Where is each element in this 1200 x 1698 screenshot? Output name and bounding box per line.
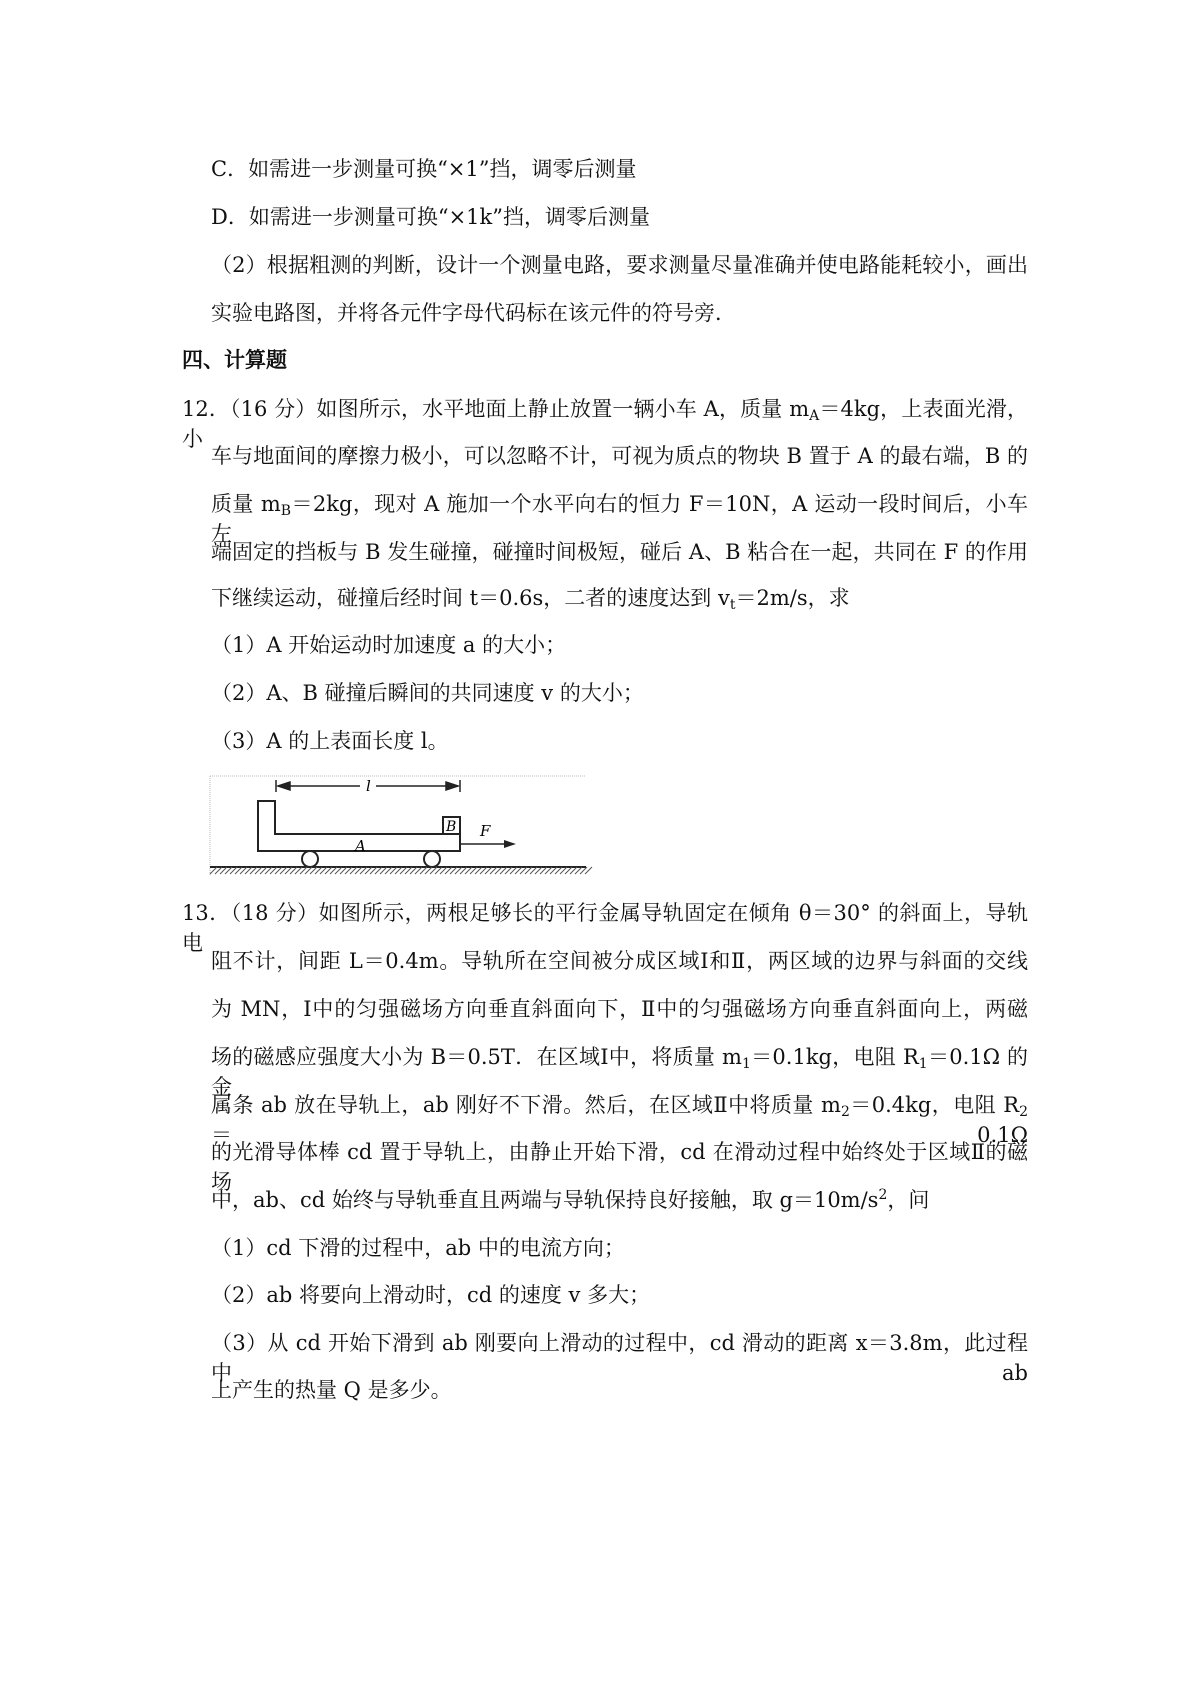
text-run: ＝0.1kg，电阻 R: [750, 1045, 919, 1069]
text-run: 12．（16 分）如图所示，水平地面上静止放置一辆小车 A，质量 m: [182, 397, 810, 421]
text-run: 的光滑导体棒 cd 置于导轨上，由静止开始下滑，cd 在滑动过程中始终处于区域Ⅱ的磁场: [211, 1140, 1028, 1194]
text-line: [211, 1328, 1028, 1385]
text-line: [211, 1042, 1028, 1099]
text-run: 车与地面间的摩擦力极小，可以忽略不计，可视为质点的物块 B 置于 A 的最右端，B 的: [211, 444, 1028, 468]
section-heading: [182, 345, 287, 375]
text-run: （2）ab 将要向上滑动时，cd 的速度 v 多大；: [211, 1283, 651, 1307]
subscript: B: [280, 503, 292, 519]
text-line: [211, 583, 850, 613]
text-run: 场的磁感应强度大小为 B＝0.5T．在区域Ⅰ中，将质量 m: [211, 1045, 742, 1069]
cart-label: A: [355, 837, 366, 855]
text-run: 13．（18 分）如图所示，两根足够长的平行金属导轨固定在倾角 θ＝30° 的斜面上，导轨电: [182, 901, 1028, 955]
text-run: 属条 ab 放在导轨上，ab 刚好不下滑。然后，在区域Ⅱ中将质量 m: [211, 1093, 841, 1117]
text-line: [211, 441, 1028, 471]
subscript: A: [809, 408, 820, 424]
text-run: 阻不计，间距 L＝0.4m。导轨所在空间被分成区域Ⅰ和Ⅱ，两区域的边界与斜面的交线: [211, 949, 1028, 973]
text-run: D．如需进一步测量可换“×1k”挡，调零后测量: [211, 205, 650, 229]
text-line: [211, 298, 736, 328]
text-run: 上产生的热量 Q 是多少。: [211, 1378, 452, 1402]
text-line: [211, 1137, 1028, 1194]
subscript: 2: [1019, 1104, 1028, 1120]
text-line: [211, 154, 637, 184]
text-line: [211, 946, 1028, 976]
text-line: [211, 1280, 650, 1310]
superscript: 2: [878, 1187, 888, 1203]
cart-diagram: [210, 776, 586, 876]
ground: [210, 867, 592, 874]
text-line: [211, 202, 650, 232]
text-line: [211, 250, 1028, 280]
wheel-left: [302, 851, 318, 867]
text-line: [211, 726, 449, 756]
text-run: （3）A 的上表面长度 l。: [211, 729, 449, 753]
subscript: 1: [918, 1056, 928, 1072]
text-line: [211, 630, 566, 660]
text-run: 四、计算题: [182, 348, 287, 372]
text-line: [211, 678, 644, 708]
text-run: ＝2kg，现对 A 施加一个水平向右的恒力 F＝10N，A 运动一段时间后，小车左: [211, 492, 1028, 546]
text-run: 下继续运动，碰撞后经时间 t＝0.6s，二者的速度达到 v: [211, 586, 730, 610]
subscript: t: [729, 597, 736, 613]
text-run: （3）从 cd 开始下滑到 ab 刚要向上滑动的过程中，cd 滑动的距离 x＝3.8m，此过程中 ab: [211, 1331, 1028, 1385]
text-run: ＝0.4kg，电阻 R: [849, 1093, 1020, 1117]
text-run: C．如需进一步测量可换“×1”挡，调零后测量: [211, 157, 637, 181]
text-run: ＝2m/s，求: [735, 586, 850, 610]
text-run: 中，ab、cd 始终与导轨垂直且两端与导轨保持良好接触，取 g＝10m/s: [211, 1188, 879, 1212]
block-label: B: [446, 819, 457, 835]
subscript: 1: [741, 1056, 751, 1072]
text-run: （2）A、B 碰撞后瞬间的共同速度 v 的大小；: [211, 681, 644, 705]
text-line: [211, 1233, 625, 1263]
length-label: l: [366, 777, 371, 795]
text-run: ＝0.1Ω: [211, 1123, 1028, 1147]
subscript: 2: [840, 1104, 850, 1120]
text-run: ，问: [887, 1188, 930, 1212]
text-run: ＝4kg，上表面光滑，小: [182, 397, 1029, 451]
text-run: （2）根据粗测的判断，设计一个测量电路，要求测量尽量准确并使电路能耗较小，画出: [211, 253, 1028, 277]
text-run: （1）A 开始运动时加速度 a 的大小；: [211, 633, 567, 657]
text-run: 端固定的挡板与 B 发生碰撞，碰撞时间极短，碰后 A、B 粘合在一起，共同在 F 的作用: [211, 540, 1028, 564]
text-run: （1）cd 下滑的过程中，ab 中的电流方向；: [211, 1236, 625, 1260]
text-run: 为 MN，Ⅰ中的匀强磁场方向垂直斜面向下，Ⅱ中的匀强磁场方向垂直斜面向上，两磁: [211, 997, 1028, 1021]
text-run: ＝0.1Ω 的金: [211, 1045, 1028, 1099]
text-line: [211, 489, 1028, 546]
text-line: [211, 994, 1028, 1024]
text-line: [211, 537, 1028, 567]
text-line: [182, 394, 1029, 451]
force-label: F: [480, 822, 491, 840]
text-line: [211, 1375, 452, 1405]
text-line: [182, 898, 1028, 955]
wheel-right: [424, 851, 440, 867]
text-line: [211, 1185, 929, 1215]
text-run: 实验电路图，并将各元件字母代码标在该元件的符号旁．: [211, 301, 736, 325]
text-run: 质量 m: [211, 492, 281, 516]
force-arrow: [460, 840, 516, 848]
